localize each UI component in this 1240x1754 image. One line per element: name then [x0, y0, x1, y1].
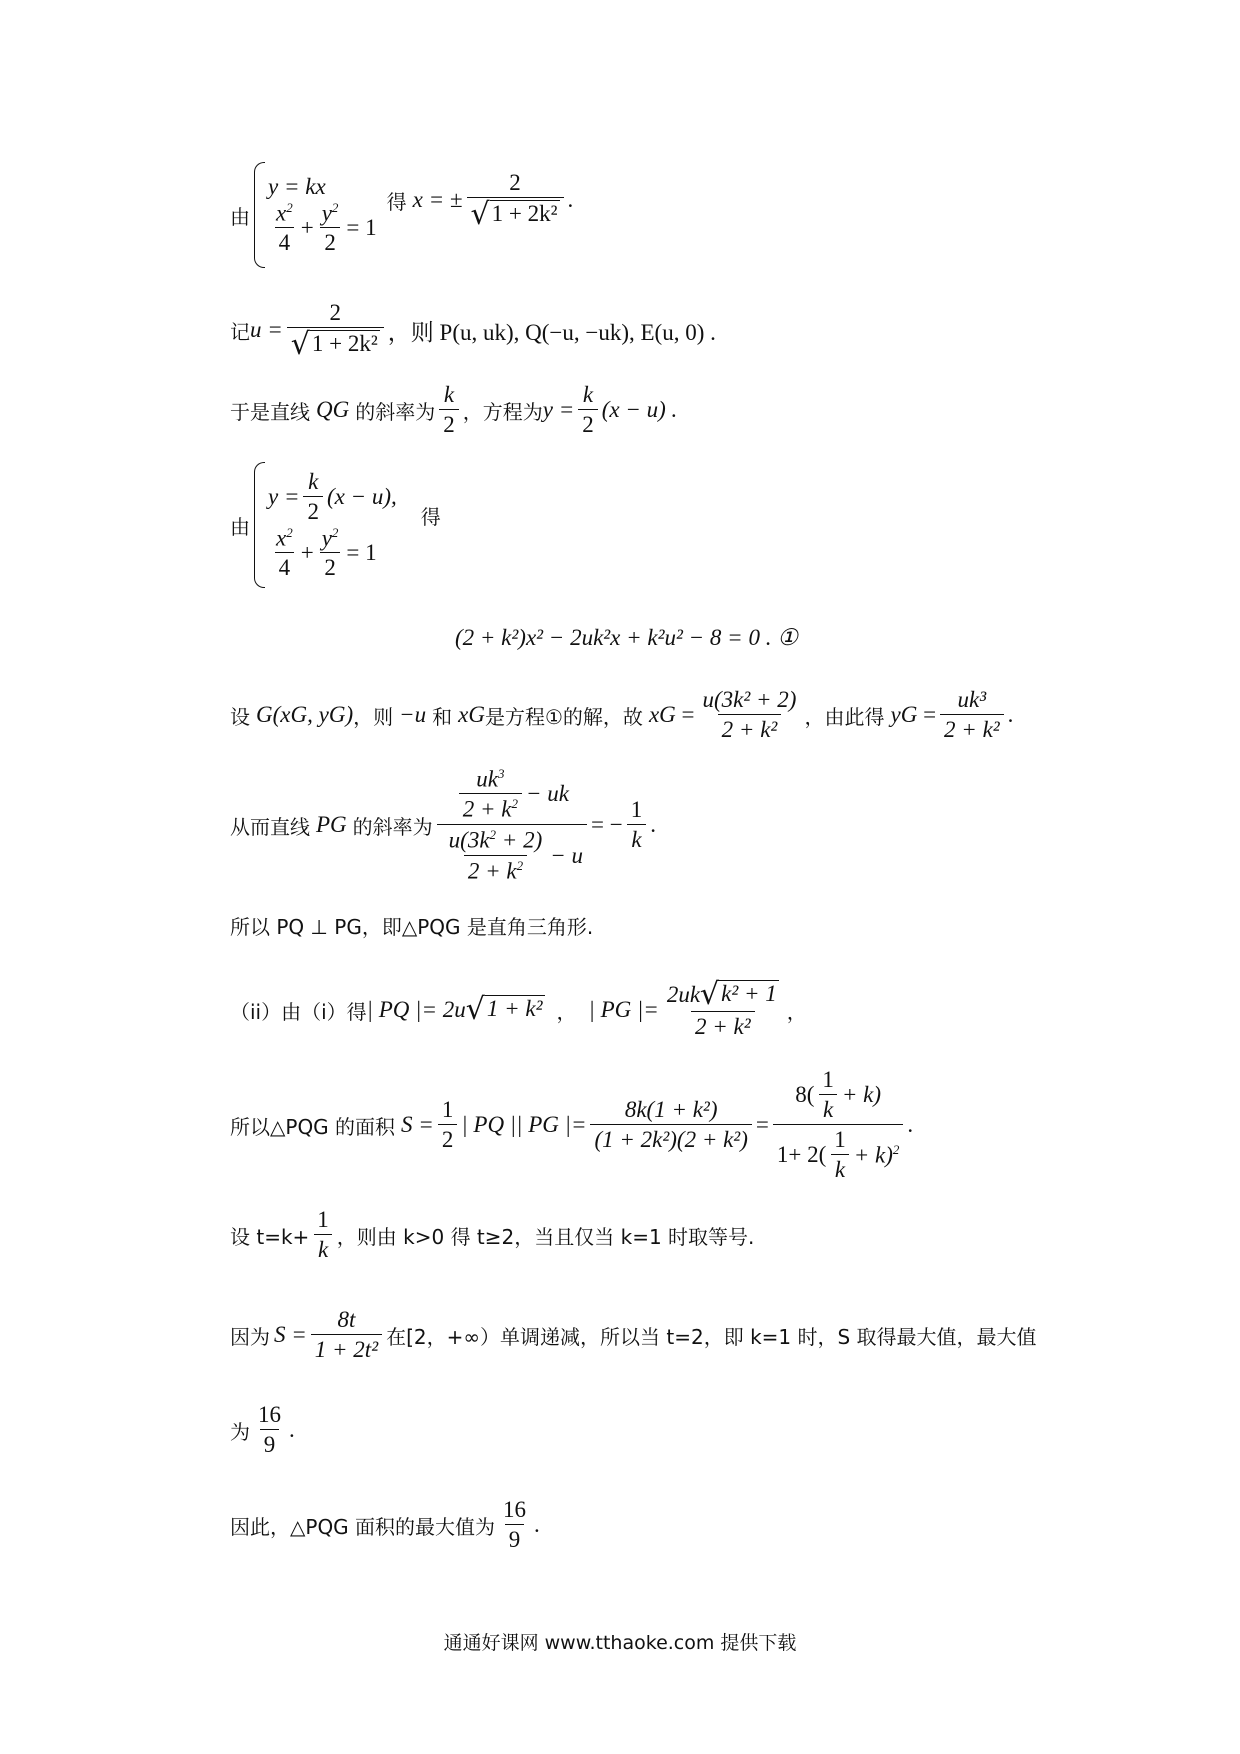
line-11: 设 t=k+ $\frac{1}{k}$ ，则由 k>0 得 t≥2，当且仅当 k=1 时取等号.	[230, 1207, 755, 1262]
line1-brace	[254, 162, 265, 268]
line1-frac: 2 √ 1 + 2k²	[467, 170, 564, 230]
line-13: 为 $\frac{16}{9}$ .	[230, 1402, 295, 1457]
line-2: 记 u = 2 √ 1 + 2k² ，则 P(u, uk), Q(−u, −uk), E(u, 0) .	[230, 300, 716, 362]
line-14: 因此，△PQG 面积的最大值为 $\frac{16}{9}$ .	[230, 1497, 540, 1552]
line-7: 从而直线 PG 的斜率为 $\frac{uk^3}{2 + k^2}$ − uk $\frac{u(3k^2 + 2)}{2 + k^2}$ − u = − $\frac{1}{k}$ .	[230, 765, 656, 884]
line4-system: y = $\frac{k}{2}$ (x − u), $\frac{x^2}{4}$ + $\frac{y^2}{2}$ = 1	[268, 468, 397, 581]
line1-sys1: y = kx	[268, 173, 326, 199]
line-3: 于是直线 QG 的斜率为 $\frac{k}{2}$ ，方程为 y = $\frac{k}{2}$ (x − u) .	[230, 382, 678, 437]
line-1: 由 y = kx $\frac{x^2}{4}$ + $\frac{y^2}{2}$ = 1 得 x = ± 2 √ 1 + 2k² .	[230, 160, 573, 270]
line-12: 因为 S = $\frac{8t}{\text{1 + 2t²}}$ 在[2，+∞）单调递减，所以当 t=2，即 k=1 时，S 取得最大值，最大值	[230, 1307, 1037, 1362]
line1-prefix: 由	[230, 204, 250, 229]
page-footer: 通通好课网 www.tthaoke.com 提供下载	[443, 1632, 797, 1654]
line1-sys2: $\frac{x^2}{4}$ + $\frac{y^2}{2}$ = 1	[276, 199, 377, 256]
line1-result: x = ±	[412, 187, 463, 212]
line-4: 由 y = $\frac{k}{2}$ (x − u), $\frac{x^2}{4}$ + $\frac{y^2}{2}$ = 1 得	[230, 460, 441, 590]
line2-rest: ，则 P(u, uk), Q(−u, −uk), E(u, 0) .	[387, 319, 716, 345]
line-5: (2 + k²)x² − 2uk²x + k²u² − 8 = 0 . ①	[455, 625, 798, 650]
line-8: 所以 PQ ⊥ PG，即△PQG 是直角三角形.	[230, 914, 594, 939]
line-9: （ii）由（i）得 | PQ |= 2u √ 1 + k² ， | PG |= 2uk √ k² + 1 2 + k² ，	[230, 977, 807, 1039]
line1-system	[268, 174, 377, 257]
line-10: 所以△PQG 的面积 S = $\frac{1}{2}$ | PQ || PG |= $\frac{\text{8k(1 + k²)}}{\text{(1 + 2k²)(2 + k²)}}$ = 8( $\frac{1}{k}$ + k) 1+ 2( $\frac{1}{k}$ + k)$^2$ .	[230, 1067, 914, 1182]
line-6: 设 G(x G , y G ) ，则 −u 和 x G 是方程①的解，故 x G = $\frac{\text{u(3k² + 2)}}{\text{2 + k²}}$ ，由此得 y G = $\frac{\text{uk³}}{\text{2 + k²}}$ .	[230, 687, 1014, 742]
line1-mid: 得	[386, 189, 407, 214]
